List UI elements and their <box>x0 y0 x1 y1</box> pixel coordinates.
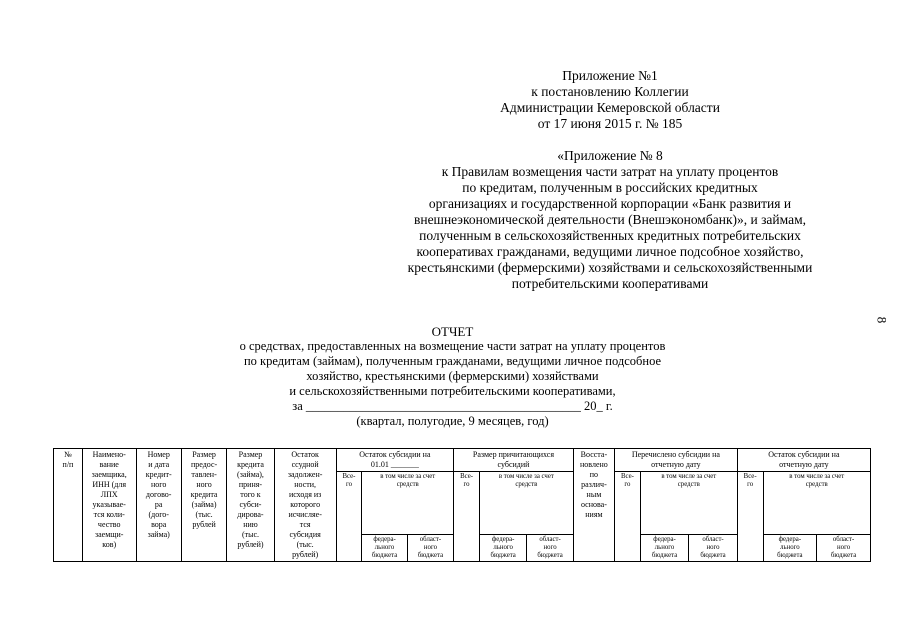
appendix-1-line: Администрации Кемеровской области <box>500 100 720 115</box>
in-that-header: в том числе за счет средств <box>362 472 454 535</box>
appendix-1-line: Приложение №1 <box>562 68 658 83</box>
appendix-1-header <box>460 68 760 132</box>
in-that-header: в том числе за счет средств <box>763 472 870 535</box>
report-period-line: за ____________________________________________ 20_ г. <box>292 399 613 413</box>
appendix-8-line: организациях и государственной корпорации «Банк развития и <box>428 196 792 211</box>
report-line: о средствах, предоставленных на возмещение части затрат на уплату процентов <box>239 339 666 353</box>
col-number-header: № п/п <box>54 449 83 562</box>
appendix-1-line: от 17 июня 2015 г. № 185 <box>537 116 683 131</box>
appendix-8-line: к Правилам возмещения части затрат на уплату процентов <box>441 164 779 179</box>
appendix-8-line: потребительскими кооперативами <box>511 276 709 291</box>
appendix-1-line: к постановлению Коллегии <box>531 84 689 99</box>
col-loan-size-header: Размер предос- тавлен- ного кредита (займа) (тыс. рублей <box>181 449 226 562</box>
page-number: 8 <box>874 316 890 324</box>
in-that-header: в том числе за счет средств <box>479 472 573 535</box>
appendix-8-header <box>365 148 855 292</box>
total-header: Все- го <box>336 472 362 562</box>
col-restored-header: Восста- новлено по различ- ным основа- ниям <box>573 449 614 562</box>
total-header: Все- го <box>737 472 763 562</box>
appendix-8-line: полученным в сельскохозяйственных кредитных потребительских <box>419 228 801 243</box>
group-balance-start-header: Остаток субсидии на 01.01 _______ <box>336 449 454 472</box>
regional-budget-header: област- ного бюджета <box>817 535 871 562</box>
federal-budget-header: федера- льного бюджета <box>362 535 407 562</box>
appendix-8-line: кооперативах гражданами, ведущими личное подсобное хозяйство, <box>416 244 804 259</box>
group-balance-end-header: Остаток субсидии на отчетную дату <box>737 449 870 472</box>
report-table <box>53 448 871 562</box>
report-line: по кредитам (займам), полученным гражданами, ведущими личное подсобное <box>243 354 662 368</box>
federal-budget-header: федера- льного бюджета <box>640 535 688 562</box>
col-debt-balance-header: Остаток ссудной задолжен- ности, исходя из которого исчисляе- тся субсидия (тыс. рублей) <box>274 449 336 562</box>
regional-budget-header: област- ного бюджета <box>527 535 573 562</box>
federal-budget-header: федера- льного бюджета <box>479 535 526 562</box>
in-that-header: в том числе за счет средств <box>640 472 737 535</box>
regional-budget-header: област- ного бюджета <box>407 535 453 562</box>
appendix-8-line: внешнеэкономической деятельности (Внешэкономбанк)», и займам, <box>413 212 807 227</box>
group-due-subsidy-header: Размер причитающихся субсидий <box>454 449 574 472</box>
table-header-row <box>54 449 871 472</box>
total-header: Все- го <box>454 472 480 562</box>
report-period-hint: (квартал, полугодие, 9 месяцев, год) <box>356 414 549 428</box>
col-borrower-header: Наимено- вание заемщика, ИНН (для ЛПХ указывае- тся коли- чество заемщи- ков) <box>82 449 136 562</box>
total-header: Все- го <box>615 472 641 562</box>
appendix-8-line: «Приложение № 8 <box>557 148 663 163</box>
appendix-8-line: крестьянскими (фермерскими) хозяйствами и сельскохозяйственными <box>407 260 813 275</box>
col-contract-header: Номер и дата кредит- ного догово- ра (дого- вора займа) <box>136 449 181 562</box>
report-line: хозяйство, крестьянскими (фермерскими) хозяйствами <box>306 369 599 383</box>
group-transferred-header: Перечислено субсидии на отчетную дату <box>615 449 738 472</box>
report-title: ОТЧЕТ <box>431 324 474 339</box>
federal-budget-header: федера- льного бюджета <box>763 535 817 562</box>
appendix-8-line: по кредитам, полученным в российских кредитных <box>462 180 758 195</box>
regional-budget-header: област- ного бюджета <box>689 535 737 562</box>
report-heading <box>205 324 700 429</box>
col-loan-accepted-header: Размер кредита (займа), приня- того к субси- дирова- нию (тыс. рублей) <box>227 449 274 562</box>
report-line: и сельскохозяйственными потребительскими кооперативами, <box>289 384 616 398</box>
